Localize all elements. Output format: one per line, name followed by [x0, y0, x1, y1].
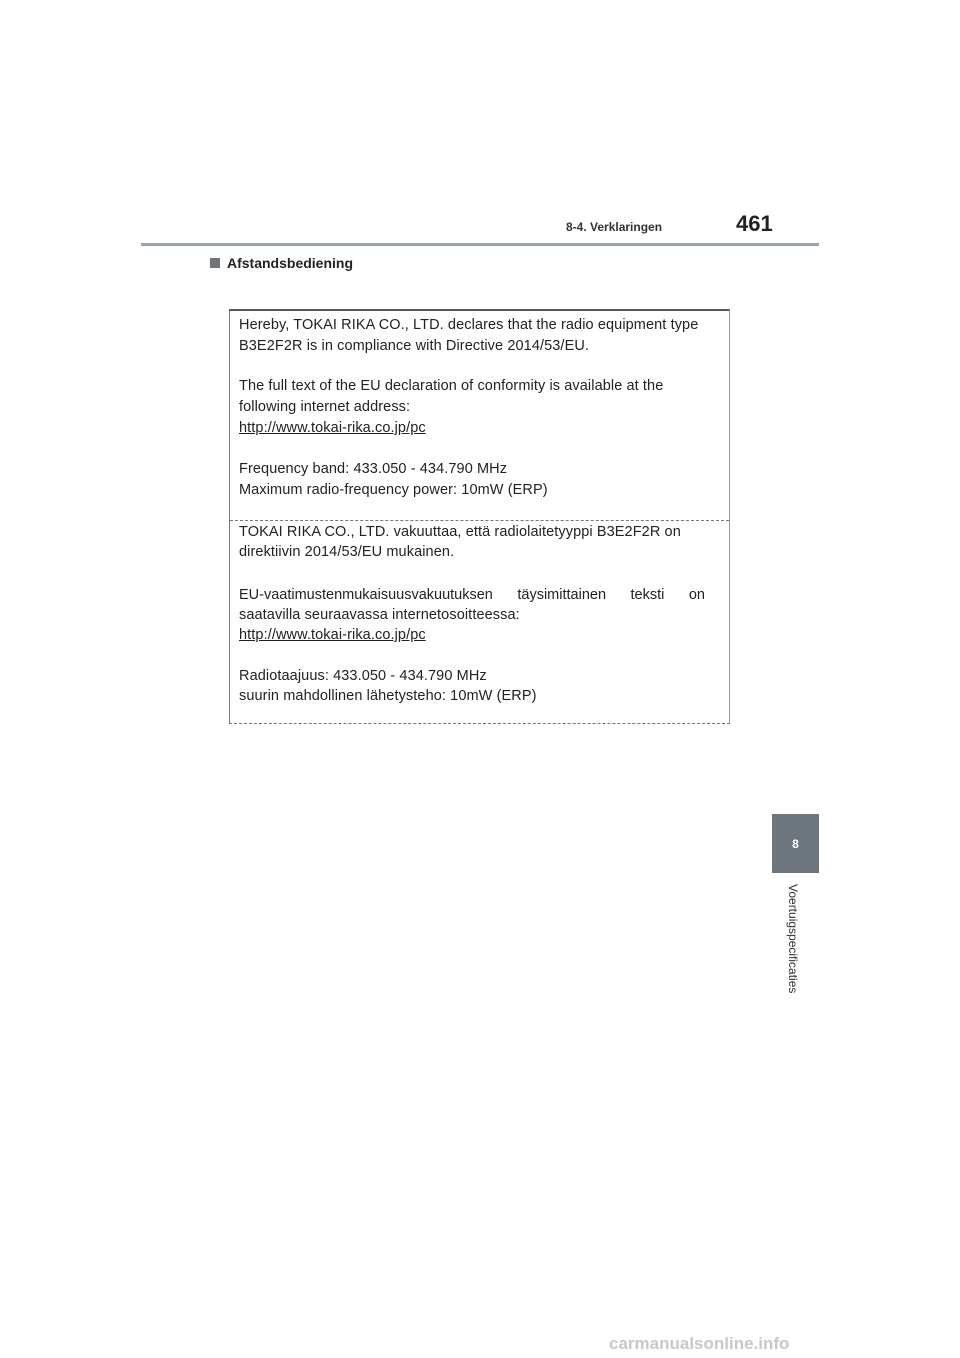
watermark: carmanualsonline.info — [609, 1334, 790, 1353]
finnish-line-2: direktiivin 2014/53/EU mukainen. — [239, 544, 455, 560]
english-line-2: B3E2F2R is in compliance with Directive 2014/53/EU. — [239, 338, 590, 354]
finnish-line-3 — [239, 587, 705, 603]
finnish-word: on — [688, 587, 705, 603]
finnish-frequency: Radiotaajuus: 433.050 - 434.790 MHz — [239, 668, 487, 684]
english-line-1: Hereby, TOKAI RIKA CO., LTD. declares that the radio equipment type — [239, 317, 699, 333]
finnish-line-4: saatavilla seuraavassa internetosoitteessa: — [239, 607, 520, 623]
english-power: Maximum radio-frequency power: 10mW (ERP) — [239, 482, 548, 498]
english-link[interactable]: http://www.tokai-rika.co.jp/pc — [239, 420, 426, 436]
section-heading-text: Afstandsbediening — [227, 255, 354, 271]
chapter-label: Voertuigspecificaties — [786, 884, 800, 994]
language-divider — [230, 520, 729, 521]
page-number: 461 — [736, 211, 773, 236]
chapter-number: 8 — [792, 836, 799, 851]
finnish-word: teksti — [630, 587, 665, 603]
english-line-3: The full text of the EU declaration of conformity is available at the — [239, 378, 664, 394]
finnish-word: täysimittainen — [517, 587, 607, 603]
english-frequency: Frequency band: 433.050 - 434.790 MHz — [239, 461, 508, 477]
finnish-line-1: TOKAI RIKA CO., LTD. vakuuttaa, että radiolaitetyyppi B3E2F2R on — [239, 524, 681, 540]
declaration-box — [229, 309, 730, 724]
header-section-title: 8-4. Verklaringen — [566, 220, 663, 234]
english-line-4: following internet address: — [239, 399, 411, 415]
finnish-power: suurin mahdollinen lähetysteho: 10mW (ERP) — [239, 688, 537, 704]
chapter-tab — [772, 814, 819, 873]
square-bullet-icon — [210, 258, 220, 268]
section-heading — [210, 255, 353, 271]
header-divider — [141, 243, 819, 246]
finnish-link[interactable]: http://www.tokai-rika.co.jp/pc — [239, 627, 426, 643]
finnish-word: EU-vaatimustenmukaisuusvakuutuksen — [239, 587, 493, 603]
